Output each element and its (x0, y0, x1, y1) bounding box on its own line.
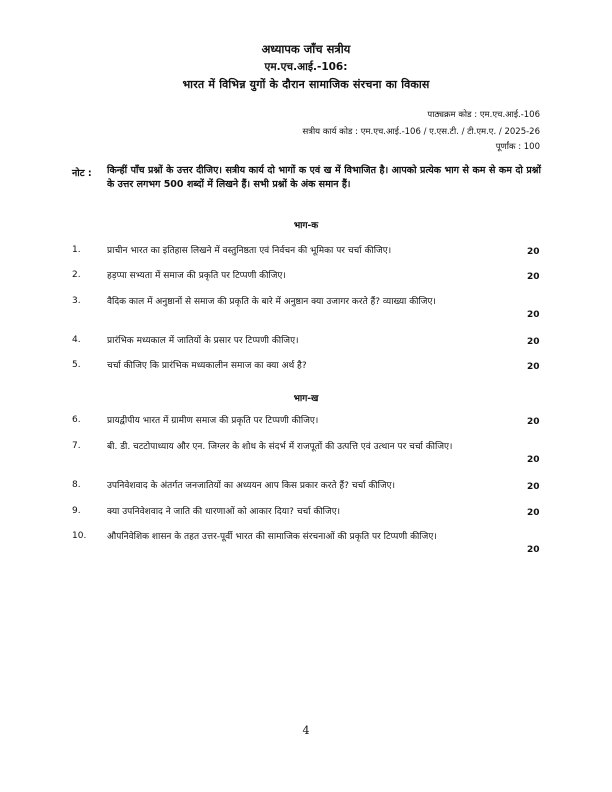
section-a-heading: भाग-क (293, 221, 319, 231)
question-marks: 20 (527, 482, 540, 492)
question-text: चर्चा कीजिए कि प्रारंभिक मध्यकालीन समाज का क्या अर्थ है? (107, 361, 307, 371)
doc-title: अध्यापक जाँच सत्रीय (261, 42, 351, 56)
question-text: प्रारंभिक मध्यकाल में जातियों के प्रसार पर टिप्पणी कीजिए। (107, 336, 299, 346)
question-marks: 20 (527, 455, 540, 465)
question-text: वैदिक काल में अनुष्ठानों से समाज की प्रकृति के बारे में अनुष्ठान क्या उजागर करते हैं? व्याख्या कीजिए। (107, 297, 436, 307)
question-number: 7. (72, 441, 81, 451)
question-marks: 20 (527, 310, 540, 320)
question-marks: 20 (527, 272, 540, 282)
question-text: क्या उपनिवेशवाद ने जाति की धारणाओं को आकार दिया? चर्चा कीजिए। (107, 507, 341, 517)
question-number: 3. (72, 296, 81, 306)
question-number: 8. (72, 480, 81, 490)
note-label: नोट : (72, 168, 92, 179)
question-number: 1. (72, 245, 81, 255)
note-text: किन्हीं पाँच प्रश्नों के उत्तर दीजिए। सत्रीय कार्य दो भागों क एवं ख में विभाजित है। आपको प्रत्येक भाग से कम से कम दो प्रश्नों के उत्तर लगभग 500 शब्दों में लिखने हैं। सभी प्रश्नों के अंक समान हैं। (107, 165, 541, 190)
question-marks: 20 (527, 362, 540, 372)
question-marks: 20 (527, 337, 540, 347)
question-number: 4. (72, 335, 81, 345)
question-text: औपनिवेशिक शासन के तहत उत्तर-पूर्वी भारत की सामाजिक संरचनाओं की प्रकृति पर टिप्पणी कीजिए। (107, 532, 437, 542)
question-marks: 20 (527, 545, 540, 555)
question-number: 2. (72, 270, 81, 280)
question-text: प्रायद्वीपीय भारत में ग्रामीण समाज की प्रकृति पर टिप्पणी कीजिए। (107, 416, 319, 426)
assignment-code: सत्रीय कार्य कोड : एम.एच.आई.-106 / ए.एस.टी. / टी.एम.ए. / 2025-26 (302, 127, 540, 137)
question-marks: 20 (527, 417, 540, 427)
question-text: उपनिवेशवाद के अंतर्गत जनजातियों का अध्ययन आप किस प्रकार करते हैं? चर्चा कीजिए। (107, 481, 396, 491)
section-b-heading: भाग-ख (293, 394, 319, 404)
question-text: बी. डी. चटटोपाध्याय और एन. जिग्लर के शोध के संदर्भ में राजपूतों की उत्पत्ति एवं उत्थान पर चर्चा कीजिए। (107, 442, 453, 452)
course-name-title: भारत में विभिन्न युगों के दौरान सामाजिक संरचना का विकास (182, 78, 430, 91)
question-number: 6. (72, 415, 81, 425)
course-code-title: एम.एच.आई.-106: (264, 61, 348, 73)
page-number: 4 (302, 724, 310, 737)
question-text: हड़प्पा सभ्यता में समाज की प्रकृति पर टिप्पणी कीजिए। (107, 271, 286, 281)
question-marks: 20 (527, 247, 540, 257)
question-number: 9. (72, 506, 81, 516)
question-number: 5. (72, 360, 81, 370)
question-text: प्राचीन भारत का इतिहास लिखने में वस्तुनिष्ठता एवं निर्वचन की भूमिका पर चर्चा कीजिए। (107, 246, 392, 256)
max-marks: पूर्णांक : 100 (495, 142, 540, 152)
question-marks: 20 (527, 508, 540, 518)
course-code: पाठ्यक्रम कोड : एम.एच.आई.-106 (427, 110, 540, 120)
question-number: 10. (72, 531, 87, 541)
